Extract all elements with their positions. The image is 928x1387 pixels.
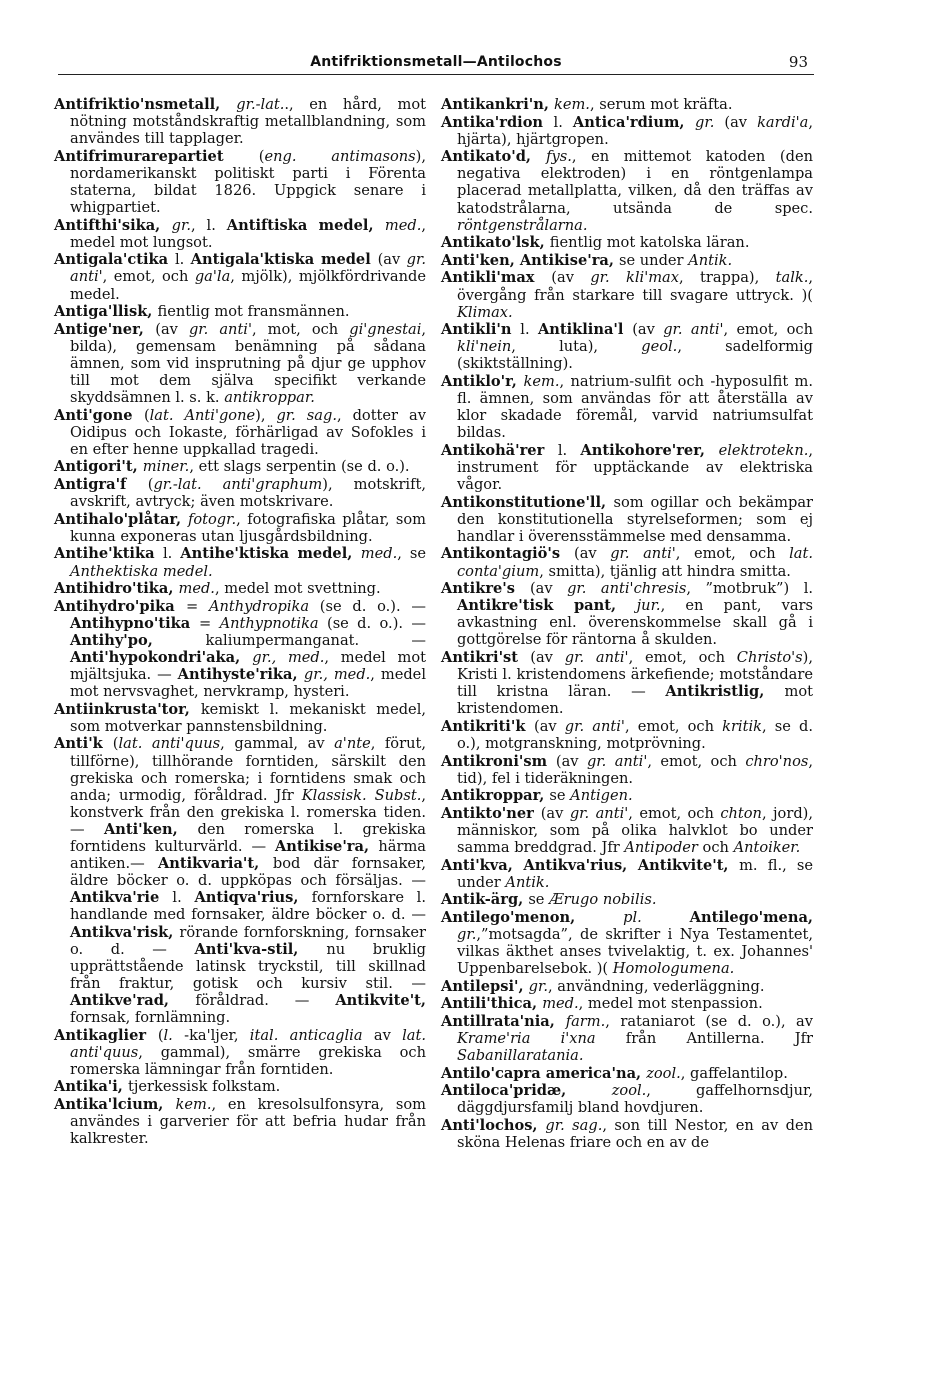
italic-text: gr.-lat. anti'graphum: [153, 476, 323, 494]
italic-text: kritik: [722, 717, 762, 735]
italic-text: Ærugo nobilis.: [549, 891, 657, 909]
entry-text: , medel mot nervsvaghet, nervkramp, hysteri.: [70, 666, 426, 701]
headword: Anti'kva, Antikva'rius, Antikvite't,: [441, 856, 740, 874]
headword: Antiftiska medel,: [226, 216, 385, 234]
italic-text: Anthypnotika: [219, 614, 319, 632]
dictionary-entry: [54, 580, 426, 597]
dictionary-entry: [54, 407, 426, 458]
entry-text: l.: [174, 251, 191, 269]
entry-text: , tid), fel i tideräkningen.: [457, 752, 813, 787]
italic-text: lat. anti'quus: [118, 735, 221, 753]
italic-text: zool.: [646, 1064, 681, 1082]
italic-text: lat. anti'quus: [70, 1026, 426, 1061]
entry-text: ), motskrift, avskrift, avtryck; även motskrivare.: [70, 476, 426, 511]
italic-text: gr. kli'max: [590, 269, 679, 287]
entry-text: , medel mot stenpassion.: [578, 995, 763, 1013]
entry-text: fornsak, fornlämning.: [70, 1008, 231, 1026]
italic-text: kardi'a: [757, 113, 809, 131]
headword: Antige'ner,: [54, 320, 156, 338]
entry-text: , se d. o.), motgranskning, motprövning.: [457, 717, 814, 752]
dictionary-entry: [54, 217, 426, 251]
italic-text: gr. anti': [586, 752, 648, 770]
italic-text: Christo's: [736, 649, 803, 666]
dictionary-entry: [441, 857, 813, 891]
headword: Antilego'mena,: [641, 908, 813, 926]
entry-text: (: [157, 1026, 164, 1044]
headword: Antiklina'l: [537, 321, 633, 339]
headword: Antikri'st: [441, 649, 531, 666]
headword: Antiga'llisk,: [54, 303, 158, 321]
entry-text: , en mittemot katoden (den negativa elektroden) i en röntgenlampa placerad metallplatta, vilken, då den träffas av katodstrålarna, utsända de spec.: [457, 148, 813, 217]
italic-text: Klassisk. Subst.: [301, 786, 422, 804]
dictionary-entry: [441, 269, 813, 320]
italic-text: kli'nein: [457, 338, 512, 356]
dictionary-entry: [54, 321, 426, 406]
headword: Antilepsi',: [441, 977, 529, 995]
headword: Antikonstitutione'll,: [441, 493, 614, 511]
headword: Antikristlig,: [665, 683, 785, 701]
dictionary-entry: [54, 251, 426, 302]
entry-text: , son till Nestor, en av den sköna Helenas friare och en av de: [457, 1117, 813, 1152]
dictionary-entry: [441, 321, 813, 372]
italic-text: med.: [384, 216, 422, 234]
dictionary-entry: [54, 511, 426, 545]
entry-text: , medel mot mjältsjuka. —: [70, 649, 427, 684]
dictionary-entry: [441, 114, 813, 148]
entry-text: fientlig mot fransmännen.: [157, 303, 350, 321]
headword: Antigori't,: [54, 458, 143, 476]
italic-text: gr. anti': [70, 251, 427, 286]
entry-text: nu bruklig upprättstående latinsk tryckstil, till skillnad från fraktur, gotisk och kursiv stil. —: [70, 940, 426, 992]
entry-text: se: [528, 891, 550, 909]
italic-text: Anthydropika: [208, 597, 310, 615]
entry-text: bod där fornsaker, äldre böcker o. d. uppköpas och försäljas. —: [70, 855, 427, 890]
italic-text: gr.: [528, 977, 549, 995]
entry-text: kemiskt l. mekaniskt medel, som motverkar pannstensbildning.: [70, 700, 426, 735]
headword: Antica'rdium,: [572, 113, 695, 131]
dictionary-entry: [54, 148, 426, 216]
entry-text: (av: [529, 580, 568, 598]
entry-text: , instrument för upptäckande av elektriska vågor.: [457, 441, 813, 494]
italic-text: röntgenstrålarna.: [457, 216, 588, 234]
italic-text: gr., med.: [252, 649, 325, 666]
headword: Antikli'max: [441, 269, 552, 287]
italic-text: miner.: [142, 458, 190, 476]
headword: Antikve'rad,: [70, 991, 196, 1009]
dictionary-entry: [54, 476, 426, 510]
headword: Antikto'ner: [441, 804, 541, 822]
entry-text: , smitta), tjänlig att hindra smitta.: [539, 562, 791, 580]
headword: Antikli'n: [441, 321, 521, 339]
headword: Antihydro'pika: [54, 597, 186, 615]
dictionary-entry: [54, 96, 426, 147]
entry-text: härma antiken.—: [70, 838, 426, 873]
headword: Anti'ken,: [103, 820, 198, 838]
dictionary-entry: [441, 252, 813, 269]
italic-text: Anthektiska medel.: [70, 562, 213, 580]
entry-text: mot kristendomen.: [457, 683, 813, 718]
entry-text: från Antillerna. Jfr: [595, 1030, 814, 1048]
entry-text: , mot, och: [252, 320, 350, 338]
entry-text: tjerkessisk folkstam.: [127, 1078, 281, 1096]
headword: Antikohä'rer: [441, 441, 558, 459]
italic-text: gr.-lat.: [236, 96, 285, 113]
entry-text: , konstverk från den grekiska l. romerska tiden. —: [70, 786, 426, 838]
dictionary-entry: [441, 148, 813, 233]
dictionary-entry: [441, 580, 813, 648]
headword: Antihy'po,: [70, 631, 206, 649]
dictionary-entry: [441, 995, 813, 1012]
entry-text: l.: [553, 113, 573, 131]
entry-text: , emot, och: [723, 321, 813, 339]
headword: Antika'rdion: [441, 113, 554, 131]
italic-text: geol.: [641, 338, 678, 356]
dictionary-entry: [441, 718, 813, 752]
headword: Antikriti'k: [441, 717, 535, 735]
entry-text: =: [198, 614, 220, 632]
entry-text: (av: [534, 717, 565, 735]
dictionary-entry: [441, 545, 813, 579]
italic-text: gr. anti': [564, 717, 625, 735]
italic-text: fys.: [546, 148, 572, 166]
left-column: [54, 96, 426, 1148]
entry-text: (av: [555, 752, 587, 770]
entry-text: ), nordamerikanskt politiskt parti i Förenta staterna, bildat 1826. Uppgick senare i whigpartiet.: [70, 147, 426, 217]
italic-text: kem.: [553, 96, 590, 113]
entry-text: ),: [255, 406, 277, 424]
dictionary-entry: [441, 96, 813, 113]
entry-text: -ka'ljer,: [172, 1026, 250, 1044]
italic-text: med.: [178, 580, 215, 598]
italic-text: Antipoder: [624, 839, 698, 857]
headword: Antikato'lsk,: [441, 234, 550, 252]
entry-text: l.: [557, 441, 581, 459]
headword: Antikre's: [441, 580, 530, 598]
headword: Antikato'd,: [441, 148, 547, 166]
entry-text: (: [112, 735, 119, 753]
italic-text: gi'gnestai: [349, 320, 422, 338]
entry-text: och: [697, 839, 734, 857]
italic-text: gr. anti': [188, 320, 252, 338]
entry-text: , natrium-sulfit och -hyposulfit m. fl. ämnen, som användas för att återställa av klor skadade föremål, varvid natriumsulfat bildas.: [457, 373, 813, 442]
italic-text: Klimax.: [457, 303, 513, 321]
entry-text: (: [147, 476, 154, 494]
italic-text: chton: [720, 804, 762, 822]
entry-text: , hjärta), hjärtgropen.: [457, 113, 813, 148]
entry-text: , dotter av Oidipus och Iokaste, förhärligad av Sofokles i en efter henne uppkallad tragedi.: [70, 406, 426, 458]
dictionary-entry: [54, 1027, 426, 1078]
headword: Antillrata'nia,: [441, 1012, 566, 1030]
entry-text: (av: [632, 321, 664, 339]
entry-text: föråldrad. —: [195, 991, 336, 1009]
entry-text: se: [549, 787, 571, 805]
entry-text: (: [258, 147, 265, 165]
headword: Antihypno'tika: [70, 614, 199, 632]
running-head: Antifriktionsmetall—Antilochos: [310, 54, 562, 70]
italic-text: jur.: [636, 597, 661, 615]
headword: Antigra'f: [54, 476, 148, 494]
italic-text: pl.: [623, 908, 642, 926]
headword: Anti'k: [54, 735, 113, 753]
entry-text: , en pant, vars avkastning enl. överenskommelse skall gå i gottgörelse för räntorna å skulden.: [457, 597, 814, 649]
entry-text: , serum mot kräfta.: [589, 96, 733, 113]
italic-text: Antoiker.: [733, 839, 801, 857]
entry-text: , sadelformig (skiktställning).: [457, 338, 813, 373]
italic-text: ital. anticaglia: [249, 1026, 363, 1044]
italic-text: eng. antimasons: [264, 147, 416, 165]
dictionary-entry: [54, 701, 426, 735]
headword: Antili'thica,: [441, 995, 543, 1013]
entry-text: (av: [377, 251, 407, 269]
entry-text: , emot, och: [102, 268, 195, 286]
headword: Antihalo'plåtar,: [54, 510, 188, 528]
entry-text: ), Kristi l. kristendomens ärkefiende; motståndare till kristna läran. —: [457, 649, 813, 701]
dictionary-entry: [54, 458, 426, 475]
headword: Antikvite't,: [335, 991, 426, 1009]
italic-text: l.: [163, 1026, 173, 1044]
dictionary-entry: [441, 649, 813, 717]
headword: Antikva'risk,: [70, 923, 180, 941]
entry-text: , emot, och: [628, 804, 721, 822]
entry-text: , emot, och: [675, 545, 790, 563]
italic-text: gr. anti'chresis: [567, 580, 687, 598]
headword: Antihyste'rika,: [177, 666, 304, 684]
headword: Antihidro'tika,: [54, 580, 179, 598]
headword: Antikohore'rer,: [580, 441, 719, 459]
dictionary-entry: [441, 494, 813, 545]
headword: Antilo'capra america'na,: [441, 1064, 647, 1082]
headword: Antikre'tisk pant,: [457, 597, 637, 615]
entry-text: , användning, vederläggning.: [548, 977, 765, 995]
entry-text: ,”motsagda”, de skrifter i Nya Testamentet, vilkas äkthet anses tvivelaktig, t. ex. Johannes' Uppenbarelsebok. )(: [457, 926, 813, 978]
dictionary-entry: [441, 1065, 813, 1082]
entry-text: , förut, tillförne), tillhörande forntiden, särskilt den grekiska och romerska; i forntidens smak och anda; urmodig, föråldrad. Jfr: [70, 735, 426, 804]
entry-text: , medel mot lungsot.: [70, 216, 426, 251]
headword: Antiqva'rius,: [194, 889, 312, 907]
entry-text: , trappa),: [679, 269, 776, 287]
dictionary-entry: [441, 891, 813, 908]
italic-text: Antik.: [688, 251, 733, 269]
dictionary-entry: [441, 753, 813, 787]
italic-text: Antik.: [505, 873, 550, 891]
italic-text: gr. anti': [610, 545, 676, 563]
headword: Antika'i,: [54, 1078, 128, 1096]
right-column: [441, 96, 813, 1152]
italic-text: ga'la: [194, 268, 231, 286]
headword: Anti'gone: [54, 406, 144, 424]
entry-text: , gaffelhornsdjur, däggdjursfamilj bland hovdjuren.: [457, 1082, 813, 1117]
italic-text: gr.: [171, 216, 191, 234]
entry-text: , gammal), smärre grekiska och romerska lämningar från forntiden.: [70, 1043, 426, 1078]
headword: Antiloca'pridæ,: [441, 1082, 612, 1100]
entry-text: (av: [540, 804, 570, 822]
headword: Antiinkrusta'tor,: [54, 700, 201, 718]
italic-text: gr. sag.: [545, 1117, 603, 1135]
dictionary-entry: [441, 1013, 813, 1064]
dictionary-entry: [54, 735, 426, 1026]
italic-text: Homologumena.: [612, 960, 735, 978]
headword: Antikvaria't,: [157, 855, 273, 873]
italic-text: chro'nos: [745, 752, 809, 770]
italic-text: lat. Anti'gone: [149, 406, 256, 424]
entry-text: , fotografiska plåtar, som kunna exponeras utan ljusgårdsbildning.: [70, 510, 426, 545]
italic-text: Antigen.: [570, 787, 633, 805]
dictionary-entry: [441, 978, 813, 995]
entry-text: , l.: [190, 216, 227, 234]
italic-text: Sabanillaratania.: [457, 1047, 584, 1065]
entry-text: , bilda), gemensam benämning på sådana ämnen, som vid insprutning på djur ge upphov till mot dem själva specifikt verkande skyddsämnen l. s. k.: [70, 320, 427, 407]
headword: Anti'ken, Antikise'ra,: [441, 251, 620, 269]
headword: Antilego'menon,: [441, 908, 624, 926]
headword: Anti'hypokondri'aka,: [70, 649, 253, 666]
dictionary-entry: [441, 1117, 813, 1151]
headword: Antihe'ktiska medel,: [180, 545, 361, 563]
italic-text: gr. sag.: [276, 406, 337, 424]
entry-text: , jord), människor, som på olika halvklot bo under samma breddgrad. Jfr: [457, 804, 813, 857]
entry-text: , emot, och: [647, 752, 746, 770]
italic-text: med.: [360, 545, 398, 563]
headword: Antikroni'sm: [441, 752, 556, 770]
entry-text: , medel mot svettning.: [214, 580, 381, 598]
headword: Anti'lochos,: [441, 1117, 546, 1135]
dictionary-entry: [441, 373, 813, 441]
entry-text: , luta),: [511, 338, 642, 356]
headword: Antika'lcium,: [54, 1095, 176, 1113]
dictionary-entry: [441, 1082, 813, 1116]
italic-text: elektrotekn.: [718, 441, 809, 459]
italic-text: gr. anti': [564, 649, 629, 666]
headword: Antik-ärg,: [441, 891, 529, 909]
headword: Anti'kva-stil,: [194, 940, 327, 958]
entry-text: , gammal, av: [220, 735, 335, 753]
italic-text: lat. conta'gium: [457, 545, 814, 580]
entry-text: , gaffelantilop.: [680, 1064, 788, 1082]
entry-text: (av: [574, 545, 611, 563]
headword: Antikaglier: [54, 1026, 158, 1044]
dictionary-entry: [54, 1078, 426, 1095]
italic-text: kem.: [175, 1095, 212, 1113]
entry-text: l.: [172, 889, 195, 907]
page-header: [58, 52, 814, 75]
entry-text: fornforskare l. handlande med fornsaker, äldre böcker o. d. —: [70, 889, 426, 924]
italic-text: gr.: [457, 926, 477, 943]
entry-text: , rataniarot (se d. o.), av: [605, 1012, 814, 1030]
headword: Antihe'ktika: [54, 545, 163, 563]
dictionary-entry: [54, 598, 426, 701]
dictionary-entry: [441, 787, 813, 804]
entry-text: den romerska l. grekiska forntidens kulturvärld. —: [70, 820, 427, 856]
entry-text: (av: [551, 269, 591, 287]
headword: Antifthi'sika,: [54, 216, 172, 234]
entry-text: =: [185, 597, 209, 615]
entry-text: , emot, och: [624, 717, 723, 735]
entry-text: m. fl., se under: [457, 856, 813, 891]
entry-text: (av: [530, 649, 565, 666]
entry-text: (se d. o.). —: [309, 597, 426, 615]
entry-text: , mjölk), mjölkfördrivande medel.: [70, 268, 426, 303]
entry-text: , se: [397, 545, 427, 563]
entry-text: l.: [520, 321, 538, 339]
headword: Antikroppar,: [441, 787, 550, 805]
dictionary-entry: [54, 1096, 426, 1147]
entry-text: se under: [619, 251, 689, 269]
entry-text: som ogillar och bekämpar den konstitutionella styrelseformen; som ej handlar i överensstämmelse med densamma.: [457, 493, 813, 545]
headword: Antikankri'n,: [441, 96, 554, 113]
dictionary-entry: [441, 234, 813, 251]
headword: Antikontagiö's: [441, 545, 575, 563]
entry-text: ., en hård, mot nötning motståndskraftig metallblandning, som användes till tapplager.: [70, 96, 426, 148]
dictionary-entry: [441, 442, 813, 493]
headword: Antikise'ra,: [274, 838, 379, 856]
italic-text: zool.: [611, 1082, 647, 1100]
italic-text: gr. anti': [663, 321, 724, 339]
italic-text: a'nte: [334, 735, 371, 753]
entry-text: , en kresolsulfonsyra, som användes i garverier för att befria hudar från kalkrester.: [70, 1095, 426, 1148]
dictionary-entry: [441, 805, 813, 856]
entry-text: rörande fornforskning, fornsaker o. d. —: [70, 923, 426, 958]
entry-text: (: [143, 406, 150, 424]
entry-text: kaliumpermanganat. —: [205, 631, 426, 649]
headword: Antiklo'r,: [441, 373, 524, 390]
dictionary-entry: [54, 303, 426, 320]
italic-text: gr., med.: [303, 666, 371, 684]
italic-text: antikroppar.: [224, 389, 315, 407]
italic-text: talk.: [775, 269, 809, 287]
page-number: 93: [788, 53, 808, 71]
entry-text: , övergång från starkare till svagare uttryck. )(: [457, 269, 813, 304]
entry-text: , ”motbruk”) l.: [686, 580, 814, 598]
dictionary-entry: [54, 545, 426, 579]
entry-text: av: [362, 1026, 403, 1044]
entry-text: (av: [714, 113, 758, 131]
entry-text: , ett slags serpentin (se d. o.).: [189, 458, 410, 476]
italic-text: kem.: [523, 373, 560, 390]
entry-text: , emot, och: [628, 649, 737, 666]
entry-text: fientlig mot katolska läran.: [549, 234, 750, 252]
headword: Antigala'ktiska medel: [190, 251, 378, 269]
dictionary-entry: [441, 909, 813, 977]
headword: Antikva'rie: [70, 889, 173, 907]
headword: Antifrimurarepartiet: [54, 147, 259, 165]
italic-text: fotogr.: [187, 510, 237, 528]
italic-text: farm.: [565, 1012, 606, 1030]
entry-text: (se d. o.). —: [318, 614, 426, 632]
entry-text: l.: [162, 545, 181, 563]
italic-text: Krame'ria i'xna: [457, 1030, 596, 1048]
headword: Antigala'ctika: [54, 251, 175, 269]
headword: Antifriktio'nsmetall,: [54, 96, 237, 113]
italic-text: gr. anti': [569, 804, 629, 822]
italic-text: gr.: [694, 113, 715, 131]
entry-text: (av: [155, 320, 189, 338]
italic-text: med.: [542, 995, 579, 1013]
